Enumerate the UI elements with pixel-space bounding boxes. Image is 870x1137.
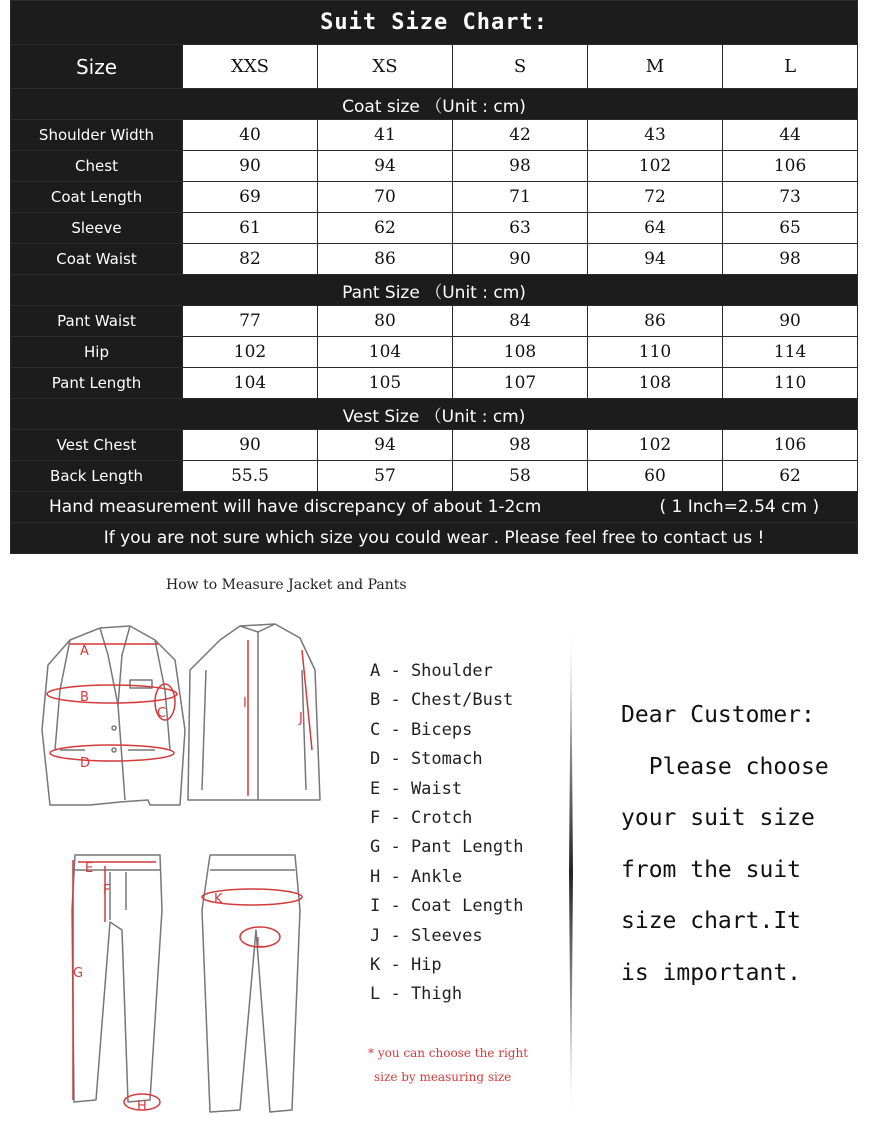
size-value-cell: 90 [453, 244, 588, 275]
measure-line-d [50, 745, 174, 761]
size-value-cell: 42 [453, 120, 588, 151]
size-value-cell: 44 [723, 120, 858, 151]
table-row [11, 182, 858, 213]
diagram-letter-h: H [137, 1099, 147, 1114]
size-value-cell: 73 [723, 182, 858, 213]
size-header: Size [11, 45, 183, 89]
row-label: Back Length [11, 461, 183, 492]
contact-note: If you are not sure which size you could wear . Please feel free to contact us ! [11, 523, 858, 554]
legend-item: C - Biceps [370, 719, 473, 740]
message-line: your suit size [621, 805, 815, 831]
row-label: Coat Length [11, 182, 183, 213]
size-value-cell: 69 [183, 182, 318, 213]
size-value-cell: 102 [588, 151, 723, 182]
size-value-cell: 57 [318, 461, 453, 492]
diagram-letter-j: J [299, 711, 303, 726]
discrepancy-row [11, 492, 858, 523]
size-value-cell: 82 [183, 244, 318, 275]
size-value-cell: 114 [723, 337, 858, 368]
size-col-header: XS [318, 45, 453, 89]
size-value-cell: 80 [318, 306, 453, 337]
size-value-cell: 110 [723, 368, 858, 399]
size-value-cell: 102 [183, 337, 318, 368]
size-value-cell: 104 [183, 368, 318, 399]
size-value-cell: 41 [318, 120, 453, 151]
customer-message [621, 700, 861, 1009]
size-value-cell: 90 [723, 306, 858, 337]
table-row [11, 244, 858, 275]
size-chart-table [10, 0, 858, 554]
diagram-letter-l: L [256, 936, 264, 951]
measuring-tip-line2: size by measuring size [374, 1070, 512, 1084]
size-value-cell: 98 [723, 244, 858, 275]
legend-item: H - Ankle [370, 866, 463, 887]
pants-front-sketch [72, 855, 162, 1102]
message-line: from the suit [621, 856, 802, 883]
row-label: Coat Waist [11, 244, 183, 275]
size-value-cell: 70 [318, 182, 453, 213]
table-row [11, 430, 858, 461]
size-value-cell: 108 [453, 337, 588, 368]
table-row [11, 213, 858, 244]
size-value-cell: 90 [183, 151, 318, 182]
size-value-cell: 94 [318, 151, 453, 182]
size-value-cell: 108 [588, 368, 723, 399]
size-value-cell: 106 [723, 151, 858, 182]
diagram-letter-g: G [73, 966, 84, 981]
size-value-cell: 71 [453, 182, 588, 213]
row-label: Vest Chest [11, 430, 183, 461]
size-col-header: M [588, 45, 723, 89]
legend-item: I - Coat Length [370, 896, 524, 917]
size-value-cell: 106 [723, 430, 858, 461]
size-value-cell: 72 [588, 182, 723, 213]
section-header: Vest Size （Unit : cm) [11, 399, 858, 430]
table-row [11, 461, 858, 492]
chart-title: Suit Size Chart: [11, 1, 858, 45]
size-value-cell: 86 [588, 306, 723, 337]
size-value-cell: 90 [183, 430, 318, 461]
size-value-cell: 110 [588, 337, 723, 368]
legend-item: D - Stomach [370, 749, 483, 770]
row-label: Pant Length [11, 368, 183, 399]
size-value-cell: 104 [318, 337, 453, 368]
legend-item: F - Crotch [370, 807, 473, 828]
size-value-cell: 94 [318, 430, 453, 461]
row-label: Sleeve [11, 213, 183, 244]
diagram-letter-k: K [214, 892, 223, 907]
message-line: size chart.It [621, 908, 802, 934]
size-value-cell: 62 [723, 461, 858, 492]
size-value-cell: 84 [453, 306, 588, 337]
size-value-cell: 40 [183, 120, 318, 151]
size-col-header: L [723, 45, 858, 89]
size-value-cell: 62 [318, 213, 453, 244]
section-header: Pant Size （Unit : cm) [11, 275, 858, 306]
size-value-cell: 107 [453, 368, 588, 399]
table-row [11, 306, 858, 337]
size-value-cell: 86 [318, 244, 453, 275]
size-col-header: XXS [183, 45, 318, 89]
size-col-header: S [453, 45, 588, 89]
legend-item: K - Hip [370, 954, 442, 975]
legend-item: J - Sleeves [370, 925, 483, 946]
vertical-divider [567, 622, 575, 1122]
legend-item: L - Thigh [370, 984, 463, 1005]
legend-item: G - Pant Length [370, 837, 524, 858]
size-value-cell: 98 [453, 151, 588, 182]
size-value-cell: 55.5 [183, 461, 318, 492]
measure-line-b [47, 685, 177, 703]
row-label: Shoulder Width [11, 120, 183, 151]
measuring-tip-line1: * you can choose the right [368, 1046, 529, 1060]
inch-conversion: ( 1 Inch=2.54 cm ) [659, 497, 820, 517]
size-value-cell: 98 [453, 430, 588, 461]
section-header: Coat size （Unit : cm) [11, 89, 858, 120]
row-label: Pant Waist [11, 306, 183, 337]
size-value-cell: 58 [453, 461, 588, 492]
size-value-cell: 61 [183, 213, 318, 244]
measurement-legend [370, 657, 524, 1010]
size-value-cell: 105 [318, 368, 453, 399]
message-line: Please choose [621, 753, 829, 780]
diagram-letter-f: F [103, 883, 111, 898]
message-line: is important. [621, 959, 802, 986]
table-row [11, 337, 858, 368]
size-value-cell: 77 [183, 306, 318, 337]
message-line: Dear Customer: [621, 702, 815, 728]
size-value-cell: 94 [588, 244, 723, 275]
diagram-letter-a: A [80, 644, 89, 659]
how-to-measure-title: How to Measure Jacket and Pants [166, 577, 407, 593]
diagram-letter-d: D [80, 756, 91, 771]
diagram-letter-e: E [85, 861, 94, 876]
diagram-letter-b: B [80, 690, 89, 705]
row-label: Chest [11, 151, 183, 182]
diagram-letter-i: I [243, 696, 247, 711]
legend-item: A - Shoulder [370, 661, 493, 681]
table-row [11, 120, 858, 151]
size-value-cell: 65 [723, 213, 858, 244]
size-value-cell: 43 [588, 120, 723, 151]
size-value-cell: 60 [588, 461, 723, 492]
discrepancy-note: Hand measurement will have discrepancy of about 1-2cm [49, 497, 542, 517]
row-label: Hip [11, 337, 183, 368]
size-value-cell: 102 [588, 430, 723, 461]
diagram-letter-c: C [157, 706, 167, 721]
measurement-diagram [30, 610, 330, 1130]
table-row [11, 368, 858, 399]
table-row [11, 151, 858, 182]
legend-item: E - Waist [370, 778, 463, 799]
size-value-cell: 63 [453, 213, 588, 244]
size-value-cell: 64 [588, 213, 723, 244]
legend-item: B - Chest/Bust [370, 690, 514, 711]
